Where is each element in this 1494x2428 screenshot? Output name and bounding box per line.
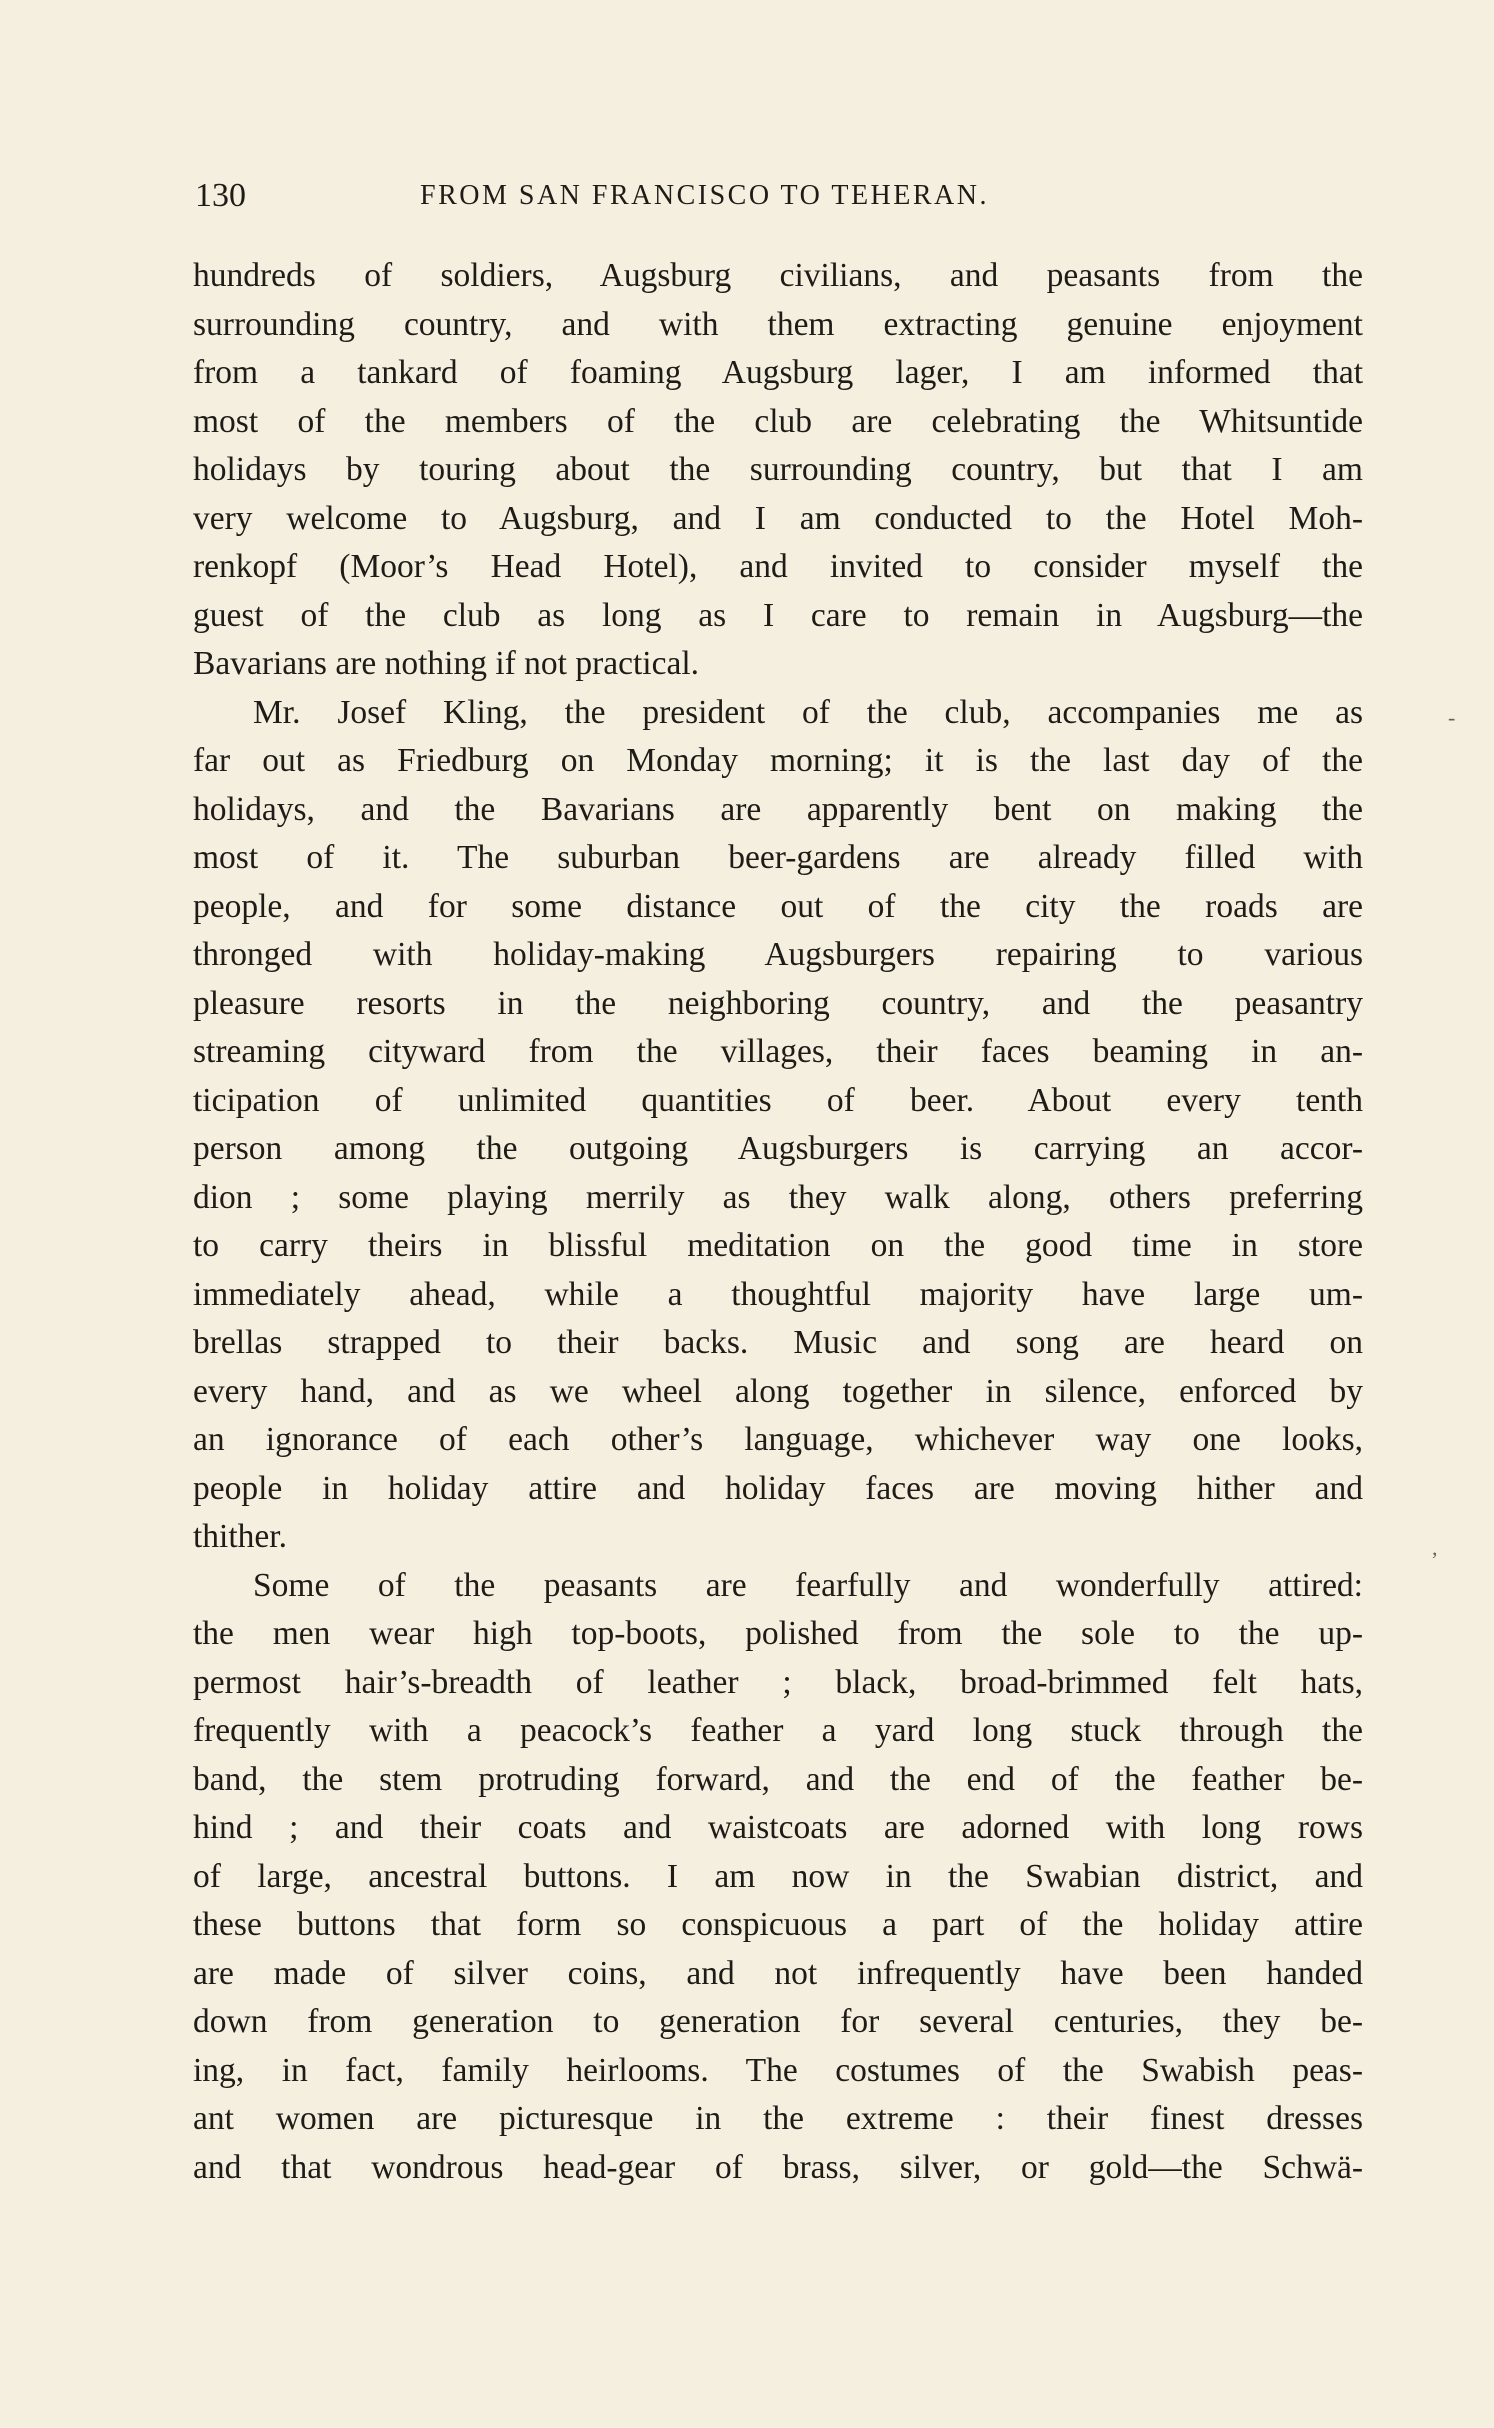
text-line: every hand, and as we wheel along together in silence, enforced by	[193, 1372, 1363, 1410]
text-line: these buttons that form so conspicuous a part of the holiday attire	[193, 1906, 1363, 1943]
text-line: people in holiday attire and holiday faces are moving hither and	[193, 1469, 1363, 1507]
margin-mark: -	[1448, 705, 1456, 730]
running-head: FROM SAN FRANCISCO TO TEHERAN.	[420, 180, 989, 211]
text-line: ticipation of unlimited quantities of beer. About every tenth	[193, 1081, 1363, 1119]
text-line: immediately ahead, while a thoughtful majority have large um-	[193, 1275, 1363, 1313]
text-line: of large, ancestral buttons. I am now in the Swabian district, and	[193, 1857, 1363, 1895]
paragraph-3	[193, 1562, 1363, 2193]
text-line: from a tankard of foaming Augsburg lager, I am informed that	[193, 354, 1363, 391]
text-line: pleasure resorts in the neighboring country, and the peasantry	[193, 984, 1363, 1022]
paragraph-2	[193, 689, 1363, 1562]
text-line: guest of the club as long as I care to remain in Augsburg—the	[193, 596, 1363, 634]
text-line: surrounding country, and with them extracting genuine enjoyment	[193, 305, 1363, 343]
text-line: thither.	[193, 1518, 287, 1555]
text-line: people, and for some distance out of the city the roads are	[193, 887, 1363, 925]
text-line: person among the outgoing Augsburgers is carrying an accor-	[193, 1130, 1363, 1167]
text-line: streaming cityward from the villages, their faces beaming in an-	[193, 1033, 1363, 1070]
text-line: renkopf (Moor’s Head Hotel), and invited to consider myself the	[193, 548, 1363, 585]
text-line: most of it. The suburban beer-gardens are already filled with	[193, 839, 1363, 876]
page-header	[195, 168, 1345, 224]
text-line: Bavarians are nothing if not practical.	[193, 645, 700, 682]
text-line: are made of silver coins, and not infrequently have been handed	[193, 1954, 1363, 1992]
text-line: holidays, and the Bavarians are apparently bent on making the	[193, 790, 1363, 828]
page-number: 130	[195, 177, 246, 214]
text-line: holidays by touring about the surrounding country, but that I am	[193, 451, 1363, 488]
text-line: frequently with a peacock’s feather a yard long stuck through the	[193, 1712, 1363, 1749]
text-line: far out as Friedburg on Monday morning; it is the last day of the	[193, 742, 1363, 779]
body-text	[193, 252, 1363, 2192]
text-line: thronged with holiday-making Augsburgers repairing to various	[193, 936, 1363, 973]
text-line: an ignorance of each other’s language, whichever way one looks,	[193, 1421, 1363, 1458]
text-line: ing, in fact, family heirlooms. The costumes of the Swabish peas-	[193, 2051, 1363, 2089]
paragraph-1	[193, 252, 1363, 689]
text-line: Some of the peasants are fearfully and wonderfully attired:	[253, 1566, 1363, 1604]
text-line: the men wear high top-boots, polished from the sole to the up-	[193, 1615, 1363, 1652]
text-line: most of the members of the club are celebrating the Whitsuntide	[193, 402, 1363, 440]
text-line: band, the stem protruding forward, and the end of the feather be-	[193, 1760, 1363, 1798]
text-line: down from generation to generation for several centuries, they be-	[193, 2003, 1363, 2040]
margin-mark: ,	[1432, 1535, 1438, 1560]
text-line: hundreds of soldiers, Augsburg civilians, and peasants from the	[193, 257, 1363, 294]
text-line: Mr. Josef Kling, the president of the club, accompanies me as	[253, 693, 1363, 731]
text-line: ant women are picturesque in the extreme : their finest dresses	[193, 2100, 1363, 2137]
text-line: hind ; and their coats and waistcoats are adorned with long rows	[193, 1809, 1363, 1846]
text-line: very welcome to Augsburg, and I am conducted to the Hotel Moh-	[193, 499, 1363, 537]
text-line: dion ; some playing merrily as they walk along, others preferring	[193, 1178, 1363, 1216]
text-line: to carry theirs in blissful meditation on the good time in store	[193, 1227, 1363, 1264]
text-line: permost hair’s-breadth of leather ; black, broad-brimmed felt hats,	[193, 1663, 1363, 1701]
text-line: and that wondrous head-gear of brass, silver, or gold—the Schwä-	[193, 2148, 1363, 2186]
text-line: brellas strapped to their backs. Music and song are heard on	[193, 1324, 1363, 1361]
